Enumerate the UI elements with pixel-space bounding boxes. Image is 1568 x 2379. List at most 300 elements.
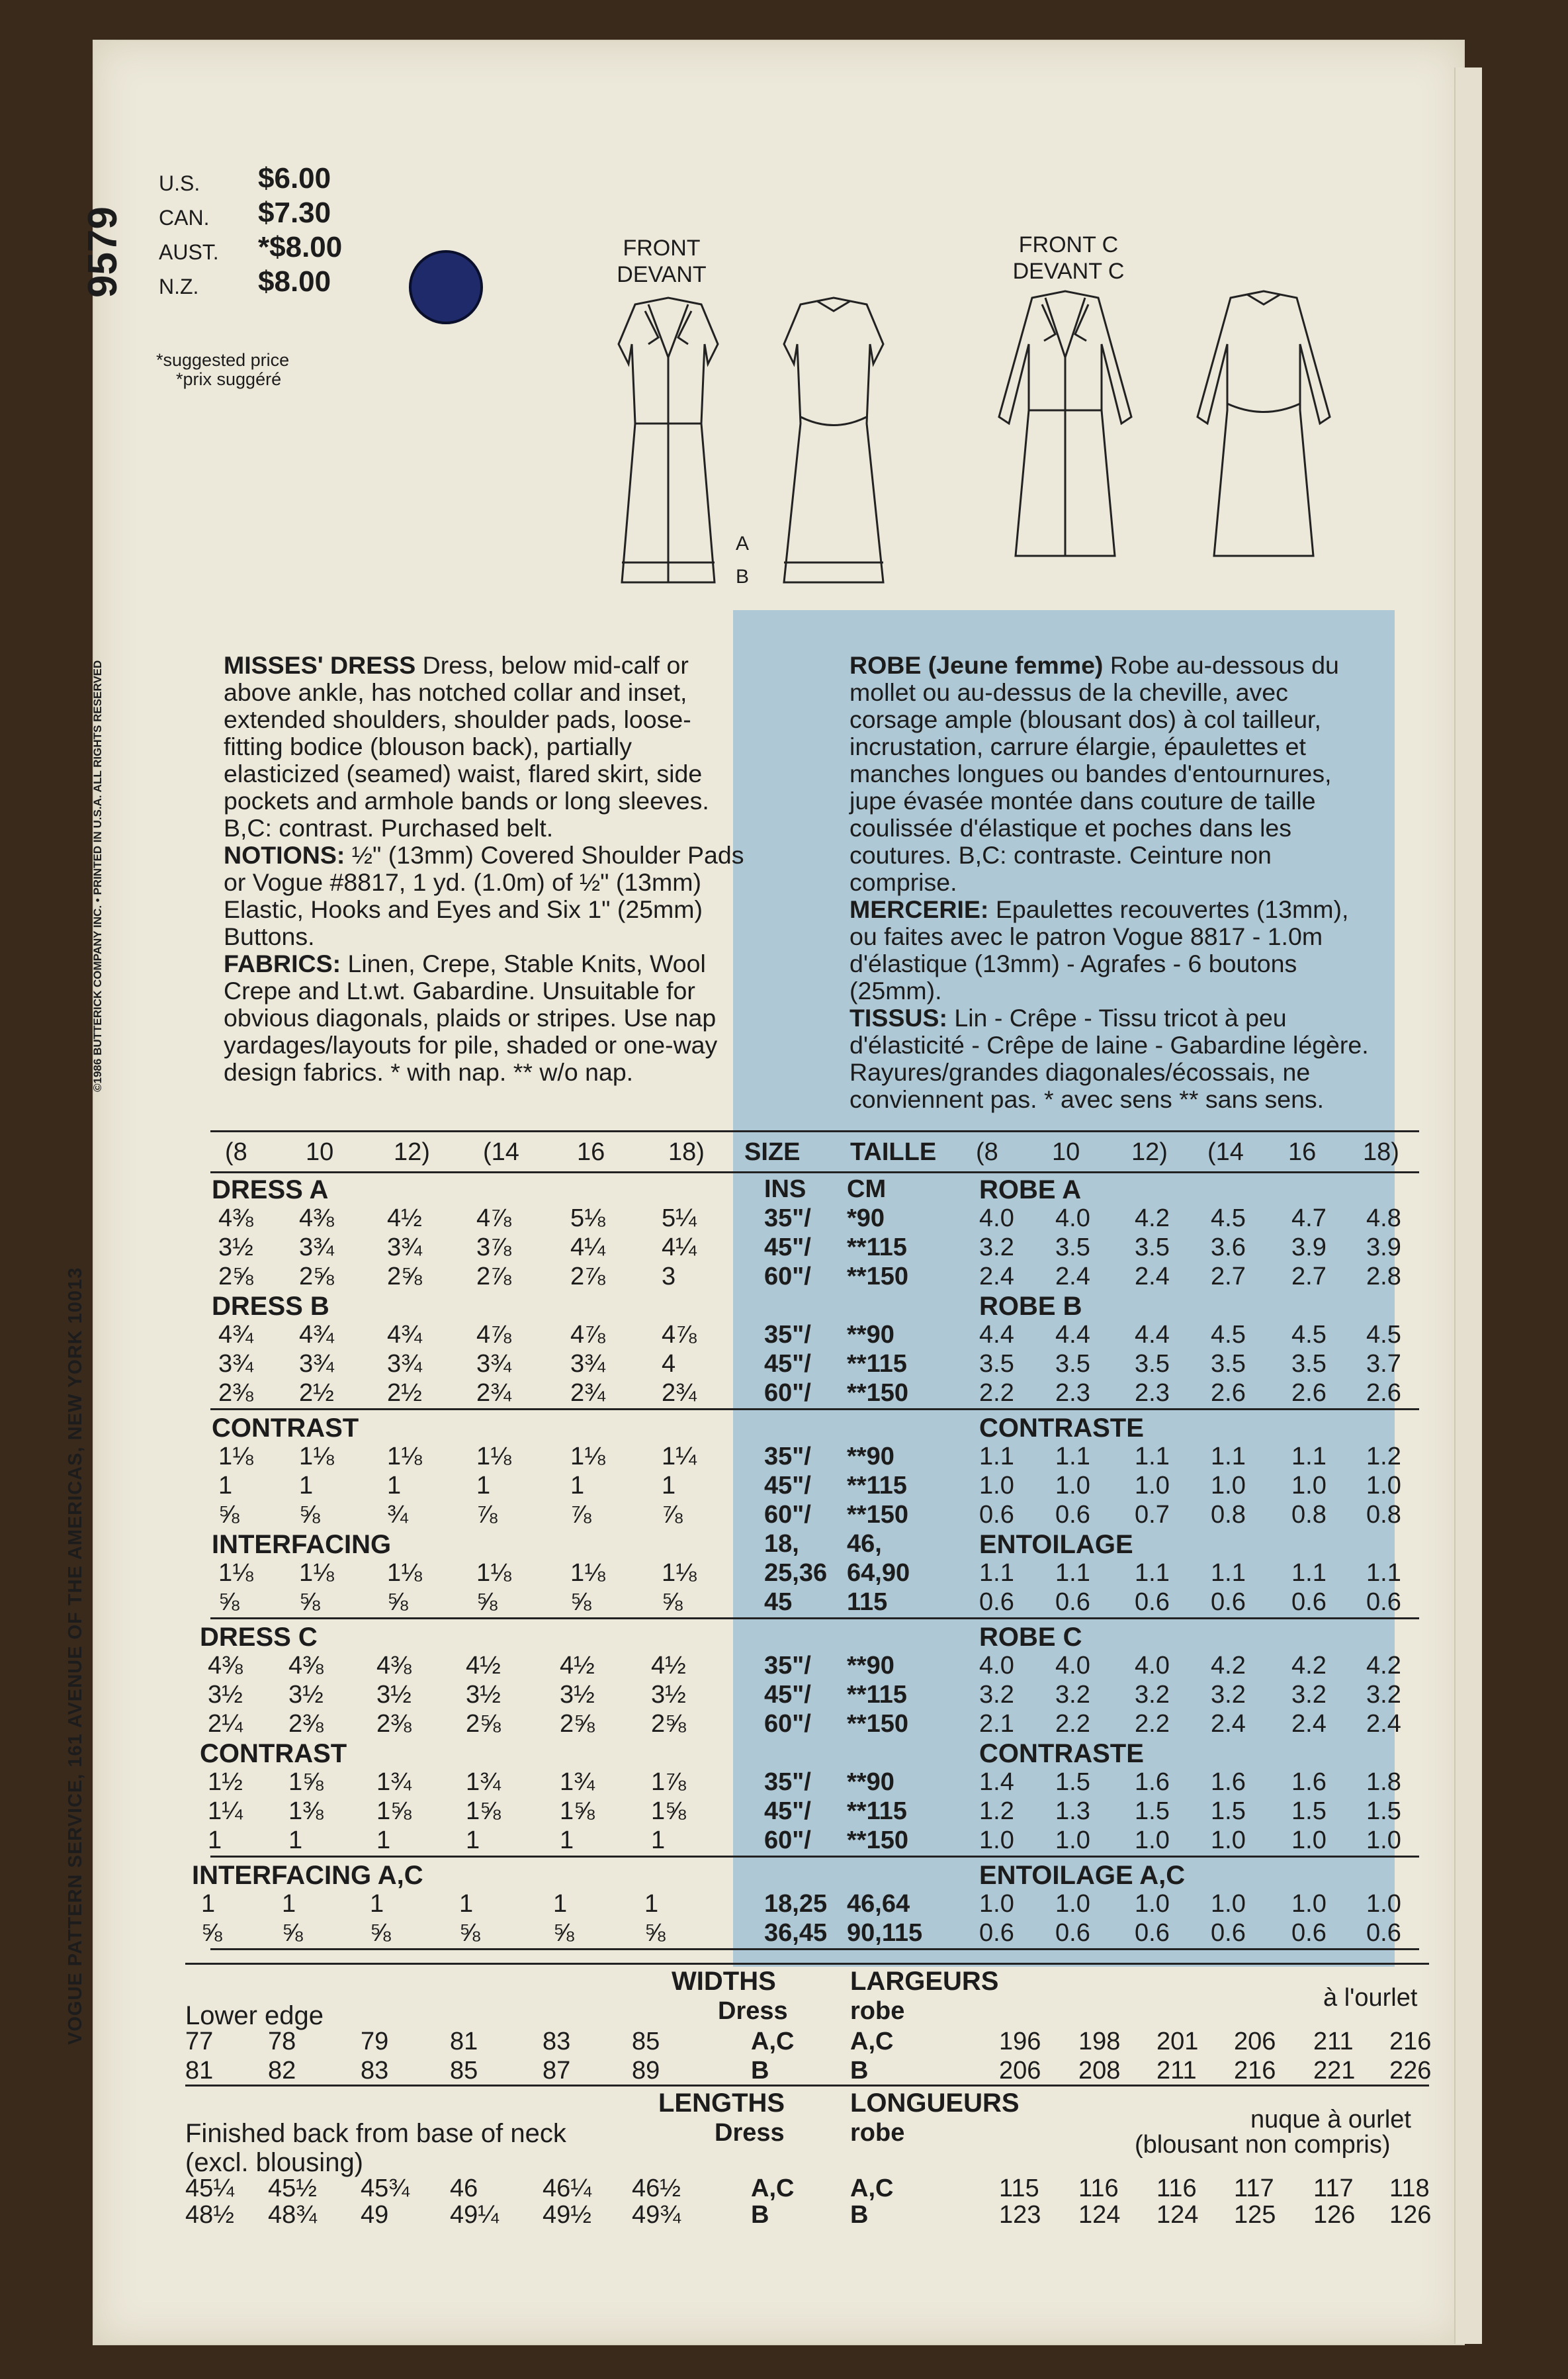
yardage-value-m: 4.2 (1291, 1652, 1327, 1680)
yardage-value-m: 3.2 (1055, 1681, 1090, 1709)
width-value-cm-fr: 206 (1234, 2028, 1276, 2055)
yardage-value-in: 5¼ (662, 1204, 697, 1232)
yardage-value-m: 0.6 (1366, 1588, 1401, 1616)
yardage-value-in: ⅝ (387, 1588, 408, 1616)
front-label (595, 235, 728, 288)
yardage-value-m: 1.1 (1055, 1559, 1090, 1587)
widths-sub-fr: robe (850, 1997, 905, 2025)
width-value-cm-fr: 221 (1313, 2057, 1356, 2085)
price-value: $8.00 (258, 265, 331, 298)
yardage-value-in: 4½ (466, 1652, 501, 1680)
yardage-value-m: 3.5 (1291, 1350, 1327, 1378)
yardage-value-in: 2⅞ (570, 1263, 605, 1290)
yardage-value-in: 3½ (466, 1681, 501, 1709)
yardage-value-m: 1.0 (1291, 1472, 1327, 1500)
robe-description-line: corsage ample (blousant dos) à col tailleur, (849, 705, 1321, 733)
length-value-in: 48½ (185, 2201, 234, 2229)
section-title-fr: ENTOILAGE (979, 1530, 1133, 1559)
yardage-value-m: 1.0 (1291, 1826, 1327, 1854)
envelope-flap (1454, 67, 1482, 2344)
fabric-width-cm: **90 (847, 1321, 894, 1349)
yardage-value-in: ⅝ (299, 1588, 320, 1616)
fabric-width-cm: 115 (847, 1588, 888, 1616)
width-value-cm: 77 (185, 2028, 214, 2055)
size-header-right: 16 (1288, 1138, 1317, 1166)
length-view-en: B (751, 2201, 769, 2229)
yardage-value-m: 1.0 (1135, 1472, 1170, 1500)
yardage-value-in: 2¾ (476, 1379, 511, 1407)
yardage-value-in: 3½ (376, 1681, 412, 1709)
yardage-value-m: 1.0 (1366, 1890, 1401, 1918)
fabric-width-in: 35"/ (764, 1204, 811, 1232)
price-row (159, 197, 457, 231)
yardage-value-m: 2.3 (1135, 1379, 1170, 1407)
length-value-in: 46½ (632, 2175, 681, 2202)
length-value-in: 45¼ (185, 2175, 234, 2202)
dress-description-line: above ankle, has notched collar and inset, (224, 678, 687, 706)
yardage-value-m: 3.2 (979, 1234, 1014, 1261)
size-header-left: (8 (225, 1138, 247, 1166)
length-value-in: 48¾ (268, 2201, 317, 2229)
size-header-left: 10 (306, 1138, 334, 1166)
fabrics-line: design fabrics. * with nap. ** w/o nap. (224, 1058, 634, 1086)
width-value-cm-fr: 211 (1313, 2028, 1354, 2055)
fabric-width-in: 35"/ (764, 1443, 811, 1470)
section-title-en: DRESS B (212, 1292, 329, 1321)
yardage-value-m: 0.6 (1055, 1919, 1090, 1947)
length-view-fr: A,C (850, 2175, 894, 2202)
yardage-value-m: 0.7 (1135, 1501, 1170, 1529)
yardage-value-m: 1.2 (979, 1797, 1014, 1825)
length-value-in: 49¾ (632, 2201, 681, 2229)
price-value: $6.00 (258, 162, 331, 195)
fabric-width-in: 45"/ (764, 1350, 811, 1378)
yardage-value-m: 1.0 (979, 1890, 1014, 1918)
section-title-en: INTERFACING A,C (192, 1861, 423, 1890)
yardage-value-in: 3¾ (299, 1234, 334, 1261)
length-value-cm: 117 (1313, 2175, 1354, 2202)
width-view-en: A,C (751, 2028, 795, 2055)
length-value-in: 49 (361, 2201, 389, 2229)
yardage-value-in: 4¾ (218, 1321, 253, 1349)
yardage-value-in: 4⅞ (570, 1321, 605, 1349)
price-row (159, 231, 457, 265)
yardage-value-in: 2⅝ (218, 1263, 253, 1290)
yardage-value-in: 3½ (560, 1681, 595, 1709)
lengths-sub-en: Dress (715, 2119, 785, 2147)
yardage-value-in: 1¼ (208, 1797, 243, 1825)
length-value-cm: 124 (1078, 2201, 1121, 2229)
yardage-value-m: 3.5 (1055, 1350, 1090, 1378)
fabric-width-cm: 64,90 (847, 1559, 910, 1587)
width-view-fr: A,C (850, 2028, 894, 2055)
yardage-value-in: 2⅝ (560, 1710, 595, 1738)
notions-line: Elastic, Hooks and Eyes and Six 1" (25mm) (224, 895, 703, 923)
price-region-label: U.S. (159, 171, 200, 195)
length-value-cm: 123 (999, 2201, 1041, 2229)
header-rule (210, 1171, 1419, 1173)
lengths-label-fr-1: nuque à ourlet (1250, 2106, 1411, 2133)
yardage-value-in: 1 (466, 1826, 480, 1854)
yardage-value-m: 4.2 (1135, 1204, 1170, 1232)
fabric-width-in: 18,25 (764, 1890, 828, 1918)
length-value-in: 45½ (268, 2175, 317, 2202)
yardage-value-m: 3.5 (979, 1350, 1014, 1378)
yardage-value-m: 4.8 (1366, 1204, 1401, 1232)
yardage-value-in: 1¾ (466, 1768, 501, 1796)
fabric-width-cm: **115 (847, 1234, 907, 1261)
yardage-value-in: 4¼ (570, 1234, 605, 1261)
yardage-value-in: 3 (662, 1263, 676, 1290)
fabric-width-cm: **150 (847, 1379, 908, 1407)
section-title-fr: CONTRASTE (979, 1414, 1144, 1443)
yardage-value-m: 4.0 (1055, 1204, 1090, 1232)
yardage-value-in: 1⅛ (476, 1443, 511, 1470)
description-en (224, 652, 799, 1086)
fabric-width-cm: **90 (847, 1443, 894, 1470)
width-value-cm: 85 (450, 2057, 478, 2085)
dress-description-text: Dress, below mid-calf or (422, 651, 689, 679)
yardage-value-m: 1.1 (1135, 1559, 1170, 1587)
fabric-width-cm: *90 (847, 1204, 885, 1232)
fabric-width-cm: 46,64 (847, 1890, 910, 1918)
robe-description-line: jupe évasée montée dans couture de taille (849, 787, 1316, 815)
size-header-right: 12) (1131, 1138, 1168, 1166)
fabrics-line: obvious diagonals, plaids or stripes. Use nap (224, 1004, 717, 1032)
yardage-value-m: 1.5 (1135, 1797, 1170, 1825)
yardage-value-m: 1.0 (1055, 1472, 1090, 1500)
yardage-value-in: 5⅛ (570, 1204, 605, 1232)
width-value-cm: 81 (450, 2028, 478, 2055)
width-value-cm: 83 (361, 2057, 389, 2085)
length-value-cm: 116 (1156, 2175, 1197, 2202)
yardage-value-m: 2.6 (1291, 1379, 1327, 1407)
fabric-width-in: 60"/ (764, 1501, 811, 1529)
yardage-value-m: 1.4 (979, 1768, 1014, 1796)
yardage-value-m: 0.6 (1366, 1919, 1401, 1947)
yardage-value-m: 0.6 (1055, 1588, 1090, 1616)
section-title-fr: ROBE C (979, 1623, 1082, 1652)
yardage-value-m: 1.2 (1366, 1443, 1401, 1470)
tissus-line (849, 1005, 1412, 1032)
width-value-cm-fr: 196 (999, 2028, 1041, 2055)
width-value-cm: 81 (185, 2057, 214, 2085)
fabric-width-in: 35"/ (764, 1321, 811, 1349)
yardage-value-in: 1⅛ (570, 1559, 605, 1587)
price-value: *$8.00 (258, 231, 343, 263)
widths-sub-en: Dress (718, 1997, 788, 2025)
yardage-value-in: 4½ (560, 1652, 595, 1680)
yardage-value-in: 4⅞ (476, 1321, 511, 1349)
yardage-value-m: 1.0 (1135, 1826, 1170, 1854)
yardage-value-in: 1 (570, 1472, 585, 1500)
yardage-value-in: 3¾ (387, 1234, 422, 1261)
section-rule (210, 1617, 1419, 1619)
yardage-value-in: 1 (476, 1472, 491, 1500)
yardage-value-in: 4⅜ (288, 1652, 324, 1680)
yardage-value-m: 2.4 (1135, 1263, 1170, 1290)
yardage-value-m: 3.7 (1366, 1350, 1401, 1378)
yardage-value-in: ⅝ (218, 1501, 240, 1529)
yardage-value-in: ⅝ (201, 1919, 222, 1947)
yardage-value-in: 2⅞ (476, 1263, 511, 1290)
section-title-en: DRESS C (200, 1623, 318, 1652)
yardage-value-m: 2.3 (1055, 1379, 1090, 1407)
length-value-in: 46 (450, 2175, 478, 2202)
yardage-value-in: 1¾ (376, 1768, 412, 1796)
yardage-value-m: 4.0 (1135, 1652, 1170, 1680)
width-view-fr: B (850, 2057, 869, 2085)
notions-line: Buttons. (224, 922, 315, 950)
section-ins-label: 18, (764, 1530, 799, 1558)
yardage-value-m: 3.5 (1135, 1234, 1170, 1261)
yardage-value-m: 4.0 (979, 1204, 1014, 1232)
fabric-width-in: 25,36 (764, 1559, 828, 1587)
price-region-label: N.Z. (159, 275, 199, 298)
yardage-value-in: 3¾ (570, 1350, 605, 1378)
dress-description-line: elasticized (seamed) waist, flared skirt, side (224, 760, 703, 787)
yardage-value-m: 1.5 (1211, 1797, 1246, 1825)
fabric-width-in: 60"/ (764, 1263, 811, 1290)
dress-description-line: pockets and armhole bands or long sleeves. (224, 787, 709, 815)
yardage-value-in: 1¾ (560, 1768, 595, 1796)
fabric-width-cm: **90 (847, 1768, 894, 1796)
length-value-in: 46¼ (543, 2175, 591, 2202)
yardage-value-m: 2.4 (1291, 1710, 1327, 1738)
yardage-value-in: 3¾ (218, 1350, 253, 1378)
yardage-value-m: 2.2 (979, 1379, 1014, 1407)
yardage-value-m: 1.1 (979, 1559, 1014, 1587)
yardage-value-m: 1.1 (1211, 1559, 1246, 1587)
length-value-in: 45¾ (361, 2175, 410, 2202)
yardage-value-m: 1.0 (1366, 1826, 1401, 1854)
yardage-value-m: 3.2 (1366, 1681, 1401, 1709)
suggested-price-en: *suggested price (156, 350, 290, 370)
yardage-value-in: ⅝ (459, 1919, 480, 1947)
yardage-value-in: 1⅛ (218, 1559, 253, 1587)
robe-description-line: mollet ou au-dessus de la cheville, avec (849, 678, 1288, 706)
size-header-right: 10 (1052, 1138, 1080, 1166)
fabric-width-cm: **150 (847, 1263, 908, 1290)
copyright-notice: ©1986 BUTTERICK COMPANY INC. • PRINTED IN U.S.A. ALL RIGHTS RESERVED (91, 660, 104, 1092)
yardage-value-in: ⅝ (644, 1919, 666, 1947)
width-value-cm-fr: 226 (1389, 2057, 1432, 2085)
suggested-price-note (156, 351, 289, 389)
lengths-label-fr-2: (blousant non compris) (1135, 2131, 1391, 2159)
lengths-title-en: LENGTHS (658, 2088, 785, 2118)
view-a-marker: A (736, 533, 750, 555)
yardage-value-m: 1.0 (1055, 1826, 1090, 1854)
notions-text: ½" (13mm) Covered Shoulder Pads (351, 841, 744, 869)
dress-description-line (224, 652, 799, 679)
yardage-value-m: 1.6 (1291, 1768, 1327, 1796)
length-value-cm: 116 (1078, 2175, 1119, 2202)
yardage-value-m: 0.8 (1211, 1501, 1246, 1529)
yardage-value-m: 0.8 (1291, 1501, 1327, 1529)
yardage-value-in: 1⅛ (570, 1443, 605, 1470)
yardage-value-in: 1⅝ (651, 1797, 686, 1825)
yardage-value-m: 0.6 (979, 1501, 1014, 1529)
yardage-value-in: 1⅝ (560, 1797, 595, 1825)
front-c-label (999, 232, 1138, 285)
width-value-cm: 79 (361, 2028, 389, 2055)
size-header-left: (14 (483, 1138, 519, 1166)
section-title-en: CONTRAST (200, 1739, 347, 1768)
fabric-width-in: 35"/ (764, 1768, 811, 1796)
yardage-value-in: 1⅛ (662, 1559, 697, 1587)
length-value-cm: 126 (1389, 2201, 1432, 2229)
fabrics-label: FABRICS: (224, 950, 348, 977)
yardage-value-m: 4.2 (1211, 1652, 1246, 1680)
yardage-value-m: 2.4 (1366, 1710, 1401, 1738)
price-region-label: AUST. (159, 240, 219, 264)
fabric-width-cm: **90 (847, 1652, 894, 1680)
yardage-value-in: 1 (288, 1826, 303, 1854)
color-dot (409, 250, 483, 324)
widths-title-en: WIDTHS (672, 1967, 776, 1996)
yardage-value-in: ⅝ (662, 1588, 683, 1616)
yardage-value-in: 2⅝ (299, 1263, 334, 1290)
yardage-value-in: 1 (208, 1826, 222, 1854)
fabric-width-cm: **150 (847, 1710, 908, 1738)
width-value-cm-fr: 198 (1078, 2028, 1121, 2055)
width-value-cm: 82 (268, 2057, 296, 2085)
section-cm-label: CM (847, 1175, 887, 1203)
lengths-rule (185, 2085, 1429, 2087)
section-title-en: INTERFACING (212, 1530, 392, 1559)
fabric-width-in: 45"/ (764, 1797, 811, 1825)
yardage-value-in: 1 (201, 1890, 216, 1918)
robe-description-line: comprise. (849, 868, 957, 896)
length-value-cm: 118 (1389, 2175, 1430, 2202)
robe-description-line (849, 652, 1412, 679)
yardage-value-m: 3.2 (1135, 1681, 1170, 1709)
yardage-value-m: 4.7 (1291, 1204, 1327, 1232)
yardage-value-in: 2⅝ (387, 1263, 422, 1290)
length-value-in: 49¼ (450, 2201, 499, 2229)
yardage-value-in: ⅝ (218, 1588, 240, 1616)
fabric-width-cm: **150 (847, 1501, 908, 1529)
section-rule (210, 1948, 1419, 1950)
yardage-value-m: 1.1 (1211, 1443, 1246, 1470)
yardage-value-in: 4¾ (387, 1321, 422, 1349)
yardage-value-m: 1.1 (1055, 1443, 1090, 1470)
spine-address: VOGUE PATTERN SERVICE, 161 AVENUE OF THE AMERICAS, NEW YORK 10013 (65, 1267, 86, 2045)
yardage-value-in: 2½ (387, 1379, 422, 1407)
length-value-in: 49½ (543, 2201, 591, 2229)
robe-description-text: Robe au-dessous du (1110, 651, 1339, 679)
yardage-value-m: 3.5 (1135, 1350, 1170, 1378)
yardage-value-in: 4¾ (299, 1321, 334, 1349)
yardage-value-in: 2⅝ (651, 1710, 686, 1738)
front-c-label-en: FRONT C (1018, 232, 1119, 257)
fabric-width-in: 36,45 (764, 1919, 828, 1947)
yardage-value-m: 4.5 (1366, 1321, 1401, 1349)
yardage-value-m: 2.4 (979, 1263, 1014, 1290)
size-header: SIZE (744, 1138, 801, 1166)
yardage-value-m: 4.0 (979, 1652, 1014, 1680)
length-value-cm: 124 (1156, 2201, 1199, 2229)
width-view-en: B (751, 2057, 769, 2085)
yardage-value-in: 1 (459, 1890, 474, 1918)
yardage-value-in: 1⅛ (299, 1443, 334, 1470)
yardage-value-in: 4½ (651, 1652, 686, 1680)
dress-a-b-front-illustration (595, 291, 741, 589)
yardage-value-in: 2⅜ (288, 1710, 324, 1738)
fabrics-line: Crepe and Lt.wt. Gabardine. Unsuitable for (224, 977, 695, 1005)
mercerie-line (849, 896, 1412, 923)
fabric-width-in: 60"/ (764, 1710, 811, 1738)
length-value-cm: 115 (999, 2175, 1039, 2202)
yardage-value-m: 2.7 (1211, 1263, 1246, 1290)
yardage-value-in: ⅞ (476, 1501, 498, 1529)
yardage-value-m: 1.1 (1366, 1559, 1401, 1587)
yardage-value-m: 2.2 (1135, 1710, 1170, 1738)
fabric-width-in: 45"/ (764, 1681, 811, 1709)
yardage-value-in: 1½ (208, 1768, 243, 1796)
yardage-value-m: 3.2 (1291, 1681, 1327, 1709)
yardage-value-m: 1.0 (1055, 1890, 1090, 1918)
yardage-value-in: 4⅜ (208, 1652, 243, 1680)
section-title-fr: CONTRASTE (979, 1739, 1144, 1768)
fabrics-line: yardages/layouts for pile, shaded or one-way (224, 1031, 718, 1059)
tissus-text: Lin - Crêpe - Tissu tricot à peu (954, 1004, 1287, 1032)
front-label-fr: DEVANT (617, 262, 707, 287)
robe-description-line: incrustation, carrure élargie, épaulettes et (849, 733, 1306, 760)
length-value-cm: 126 (1313, 2201, 1356, 2229)
yardage-value-m: 3.5 (1211, 1350, 1246, 1378)
yardage-value-in: 1⅝ (466, 1797, 501, 1825)
yardage-value-m: 1.0 (1211, 1890, 1246, 1918)
size-header-right: (8 (976, 1138, 998, 1166)
front-label-en: FRONT (623, 236, 701, 261)
widths-title-fr: LARGEURS (850, 1967, 999, 1996)
yardage-value-m: 1.5 (1055, 1768, 1090, 1796)
yardage-value-m: 0.6 (1135, 1919, 1170, 1947)
size-header-left: 12) (394, 1138, 430, 1166)
width-value-cm-fr: 216 (1234, 2057, 1276, 2085)
yardage-value-m: 2.6 (1366, 1379, 1401, 1407)
yardage-value-in: 1 (299, 1472, 314, 1500)
yardage-value-in: 1 (662, 1472, 676, 1500)
price-region-label: CAN. (159, 206, 210, 230)
tissus-label: TISSUS: (849, 1004, 955, 1032)
section-title-en: CONTRAST (212, 1414, 359, 1443)
width-value-cm-fr: 206 (999, 2057, 1041, 2085)
section-ins-label: INS (764, 1175, 806, 1203)
yardage-value-m: 2.1 (979, 1710, 1014, 1738)
view-b-marker: B (736, 566, 750, 588)
robe-description-line: coulissée d'élastique et poches dans les (849, 814, 1292, 842)
yardage-value-m: 1.1 (1291, 1559, 1327, 1587)
notions-line (224, 842, 799, 869)
yardage-value-m: 1.6 (1135, 1768, 1170, 1796)
yardage-value-m: 1.0 (1211, 1826, 1246, 1854)
dress-a-b-back-illustration (761, 291, 906, 589)
width-value-cm-fr: 216 (1389, 2028, 1432, 2055)
tissus-line: d'élasticité - Crêpe de laine - Gabardine légère. (849, 1031, 1369, 1059)
yardage-value-in: 3¾ (299, 1350, 334, 1378)
dress-description-label: MISSES' DRESS (224, 651, 423, 679)
yardage-value-in: 2½ (299, 1379, 334, 1407)
yardage-value-m: 0.6 (1055, 1501, 1090, 1529)
yardage-value-in: 4⅜ (376, 1652, 412, 1680)
yardage-value-in: ⅝ (476, 1588, 498, 1616)
mercerie-label: MERCERIE: (849, 895, 996, 923)
size-header-left: 16 (577, 1138, 605, 1166)
yardage-value-in: 4⅜ (299, 1204, 334, 1232)
yardage-value-m: 4.4 (1135, 1321, 1170, 1349)
